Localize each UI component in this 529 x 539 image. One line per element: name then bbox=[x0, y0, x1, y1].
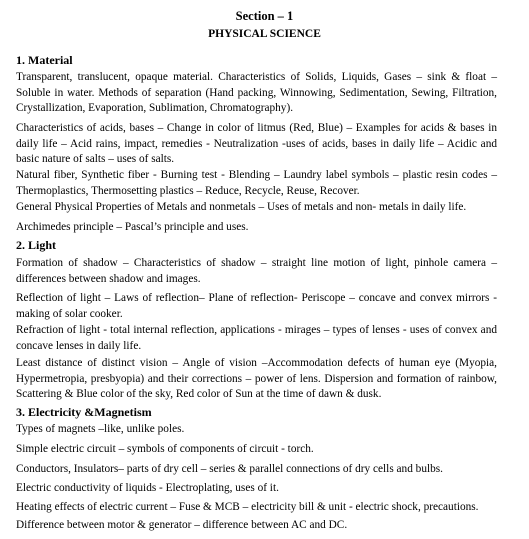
paragraph-material-5: Archimedes principle – Pascal’s principle and uses. bbox=[16, 221, 249, 233]
paragraph-material-2: Characteristics of acids, bases – Change in color of litmus (Red, Blue) – Examples for acids & bases in daily life – Acid rains, impact, remedies - Neutralization -uses of acids, bases in daily life – Acidic and basic nature of salts – uses of salts. bbox=[16, 122, 497, 165]
paragraph-electricity-1: Types of magnets –like, unlike poles. bbox=[16, 423, 185, 435]
section-title: Section – 1 bbox=[235, 9, 294, 23]
heading-material: 1. Material bbox=[16, 53, 73, 67]
paragraph-electricity-4: Electric conductivity of liquids - Electroplating, uses of it. bbox=[16, 482, 279, 494]
paragraph-light-1: Formation of shadow – Characteristics of shadow – straight line motion of light, pinhole camera – differences between shadow and images. bbox=[16, 257, 497, 285]
paragraph-light-3: Refraction of light - total internal reflection, applications - mirages – types of lenses - uses of convex and concave lenses in daily life. bbox=[16, 324, 497, 352]
heading-electricity: 3. Electricity &Magnetism bbox=[16, 405, 152, 419]
paragraph-electricity-5: Heating effects of electric current – Fuse & MCB – electricity bill & unit - electric shock, precautions. bbox=[16, 501, 479, 513]
heading-light: 2. Light bbox=[16, 238, 57, 252]
paragraph-electricity-3: Conductors, Insulators– parts of dry cell – series & parallel connections of dry cells and bulbs. bbox=[16, 463, 443, 475]
paragraph-material-4: General Physical Properties of Metals and nonmetals – Uses of metals and non- metals in daily life. bbox=[16, 201, 467, 213]
paragraph-light-2: Reflection of light – Laws of reflection– Plane of reflection- Periscope – concave and convex mirrors - making of solar cooker. bbox=[16, 292, 497, 320]
paragraph-material-1: Transparent, translucent, opaque material. Characteristics of Solids, Liquids, Gases – sink & float – Soluble in water. Methods of separation (Hand packing, Winnowing, Sedimentation, Sewing, Filtration, Crystallization, Evaporation, Sublimation, Chromatography). bbox=[16, 71, 497, 114]
paragraph-electricity-6: Difference between motor & generator – difference between AC and DC. bbox=[16, 519, 348, 531]
paragraph-light-4: Least distance of distinct vision – Angle of vision –Accommodation defects of human eye (Myopia, Hypermetropia, presbyopia) and their corrections – power of lens. Dispersion and formation of rainbow, Scattering & Blue color of the sky, Red color of Sun at the time of dawn & dusk. bbox=[16, 357, 497, 400]
paragraph-material-3: Natural fiber, Synthetic fiber - Burning test - Blending – Laundry label symbols – plastic resin codes – Thermoplastics, Thermosetting plastics – Reduce, Recycle, Reuse, Recover. bbox=[16, 169, 497, 197]
section-subtitle: PHYSICAL SCIENCE bbox=[208, 28, 321, 40]
paragraph-electricity-2: Simple electric circuit – symbols of components of circuit - torch. bbox=[16, 443, 314, 455]
